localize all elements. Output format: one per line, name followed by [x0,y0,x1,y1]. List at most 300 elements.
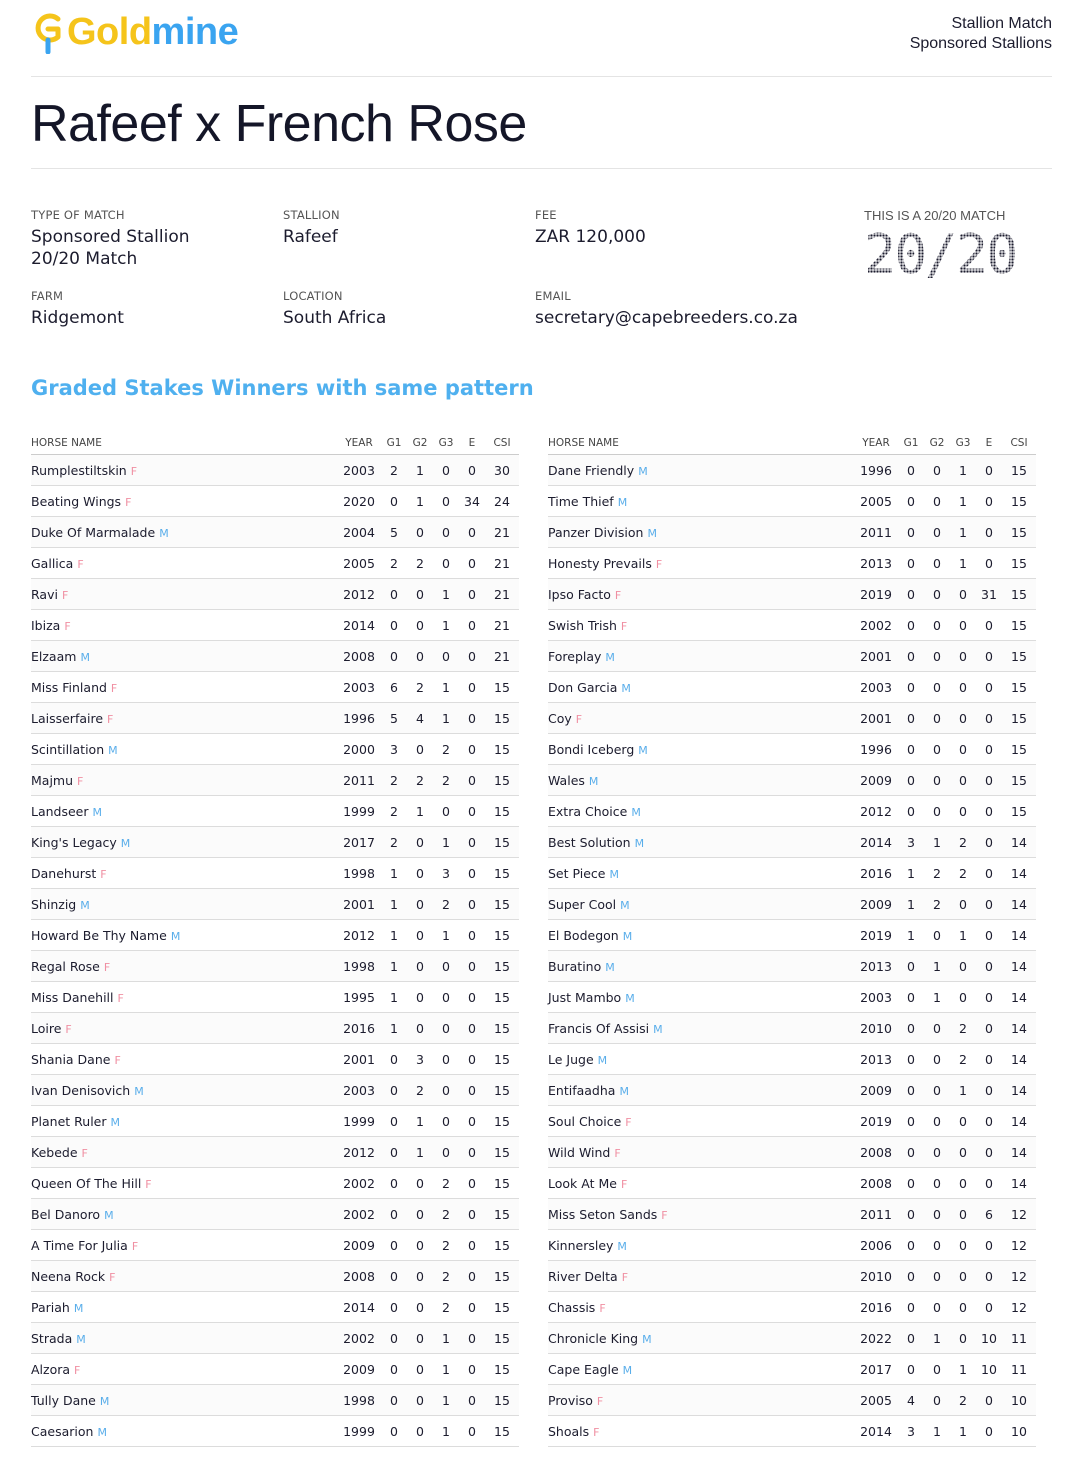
g3-cell: 1 [950,1416,976,1447]
horse-name: Danehurst [31,865,97,881]
g3-cell: 0 [950,1323,976,1354]
csi-cell: 15 [485,1292,519,1323]
g2-cell: 0 [924,579,950,610]
horse-name: El Bodegon [548,927,619,943]
g1-cell: 0 [381,1137,407,1168]
e-cell: 0 [459,734,485,765]
horse-name: Pariah [31,1299,70,1315]
e-cell: 0 [976,1261,1002,1292]
csi-cell: 12 [1002,1261,1036,1292]
horse-name: Panzer Division [548,524,644,540]
e-cell: 0 [459,1013,485,1044]
g1-cell: 0 [381,1199,407,1230]
csi-cell: 15 [485,703,519,734]
e-cell: 0 [976,1168,1002,1199]
brand-wordmark-mine: mine [151,10,239,53]
csi-cell: 14 [1002,1013,1036,1044]
horse-name: Proviso [548,1392,593,1408]
horse-name-cell [548,827,854,858]
table-row [31,1199,519,1230]
e-cell: 0 [976,1385,1002,1416]
g1-cell: 0 [898,1230,924,1261]
g2-cell: 1 [924,951,950,982]
csi-cell: 21 [485,610,519,641]
csi-cell: 15 [1002,610,1036,641]
horse-sex: F [65,1022,72,1036]
horse-name: Caesarion [31,1423,94,1439]
year-cell: 2001 [854,641,898,672]
horse-name: Don Garcia [548,679,618,695]
stakes-winners-table-left [31,432,519,1447]
table-row [548,1075,1036,1106]
table-row [548,1199,1036,1230]
horse-name-cell [548,1044,854,1075]
csi-cell: 15 [485,1416,519,1447]
e-cell: 0 [976,827,1002,858]
g2-cell: 0 [407,641,433,672]
horse-sex: F [77,774,84,788]
year-cell: 2020 [337,486,381,517]
year-cell: 2002 [854,610,898,641]
horse-name-cell [548,672,854,703]
g3-cell: 0 [433,455,459,486]
g1-cell: 0 [381,641,407,672]
table-row [548,858,1036,889]
horse-name-cell [548,734,854,765]
csi-cell: 11 [1002,1354,1036,1385]
year-cell: 2011 [854,517,898,548]
year-cell: 2003 [854,672,898,703]
table-row [31,1230,519,1261]
g3-cell: 0 [433,796,459,827]
col-csi: CSI [485,432,519,455]
table-row [548,951,1036,982]
horse-sex: M [605,650,615,664]
horse-sex: F [620,1177,628,1191]
year-cell: 2002 [337,1323,381,1354]
horse-name: Chronicle King [548,1330,639,1346]
g2-cell: 0 [407,579,433,610]
table-row [31,827,519,858]
g1-cell: 0 [898,672,924,703]
g3-cell: 1 [433,1385,459,1416]
table-row [548,982,1036,1013]
e-cell: 0 [976,1292,1002,1323]
horse-sex: M [605,960,615,974]
table-row [31,455,519,486]
g3-cell: 2 [433,1199,459,1230]
horse-name: Set Piece [548,865,606,881]
csi-cell: 15 [1002,641,1036,672]
table-row [548,1385,1036,1416]
csi-cell: 14 [1002,982,1036,1013]
g3-cell: 0 [433,1013,459,1044]
horse-name: Majmu [31,772,74,788]
table-row [548,1230,1036,1261]
horse-name: Landseer [31,803,89,819]
table-row [31,1106,519,1137]
g2-cell: 0 [924,920,950,951]
table-row [31,579,519,610]
horse-sex: M [622,1363,633,1377]
g2-cell: 0 [407,951,433,982]
horse-sex: F [131,1239,139,1253]
year-cell: 1998 [337,951,381,982]
g2-cell: 2 [407,672,433,703]
email-value[interactable]: secretary@capebreeders.co.za [535,308,798,328]
g1-cell: 0 [381,1230,407,1261]
csi-cell: 30 [485,455,519,486]
g1-cell: 0 [898,610,924,641]
horse-name: Honesty Prevails [548,555,652,571]
year-cell: 2014 [854,827,898,858]
horse-sex: M [638,464,648,478]
g1-cell: 0 [898,951,924,982]
csi-cell: 15 [485,672,519,703]
horse-name-cell [31,455,337,486]
g2-cell: 0 [924,1075,950,1106]
e-cell: 0 [459,1168,485,1199]
g2-cell: 0 [924,796,950,827]
table-row [548,765,1036,796]
g3-cell: 2 [433,765,459,796]
year-cell: 2005 [854,1385,898,1416]
g3-cell: 1 [950,548,976,579]
g1-cell: 2 [381,455,407,486]
horse-name-cell [31,951,337,982]
g2-cell: 0 [407,982,433,1013]
table-row [548,1106,1036,1137]
e-cell: 0 [976,1416,1002,1447]
horse-name-cell [31,1385,337,1416]
horse-name-cell [31,889,337,920]
g2-cell: 0 [407,1292,433,1323]
g1-cell: 0 [898,486,924,517]
fee-value: ZAR 120,000 [535,227,646,247]
csi-cell: 12 [1002,1199,1036,1230]
match-badge [864,208,1024,285]
horse-name-cell [31,1075,337,1106]
horse-name: Rumplestiltskin [31,462,127,478]
csi-cell: 21 [485,579,519,610]
g3-cell: 0 [950,982,976,1013]
g1-cell: 0 [898,1137,924,1168]
horse-name-cell [31,1261,337,1292]
g3-cell: 0 [950,889,976,920]
table-row [31,1044,519,1075]
horse-name: Scintillation [31,741,105,757]
horse-sex: F [593,1425,600,1439]
csi-cell: 15 [485,858,519,889]
g1-cell: 5 [381,517,407,548]
g3-cell: 2 [433,734,459,765]
email-field [535,289,855,329]
horse-sex: M [110,1115,121,1129]
g1-cell: 0 [898,1199,924,1230]
table-row [31,610,519,641]
horse-name-cell [548,1199,854,1230]
csi-cell: 14 [1002,951,1036,982]
year-cell: 2012 [854,796,898,827]
horse-name-cell [31,579,337,610]
g3-cell: 0 [433,486,459,517]
e-cell: 0 [976,858,1002,889]
e-cell: 0 [976,703,1002,734]
table-row [548,889,1036,920]
e-cell: 0 [459,703,485,734]
horse-name: Ravi [31,586,58,602]
e-cell: 0 [459,579,485,610]
g2-cell: 0 [924,610,950,641]
g2-cell: 0 [924,1168,950,1199]
horse-name-cell [31,1323,337,1354]
horse-sex: M [619,1084,629,1098]
horse-sex: F [621,1270,629,1284]
csi-cell: 15 [485,1044,519,1075]
g2-cell: 0 [924,1199,950,1230]
csi-cell: 15 [485,827,519,858]
horse-sex: M [99,1394,110,1408]
farm-value: Ridgemont [31,308,124,328]
g2-cell: 1 [924,982,950,1013]
g1-cell: 2 [381,765,407,796]
horse-name: Super Cool [548,896,617,912]
year-cell: 1999 [337,1416,381,1447]
horse-name: Extra Choice [548,803,628,819]
csi-cell: 15 [485,1168,519,1199]
csi-cell: 14 [1002,1137,1036,1168]
horse-name-cell [548,703,854,734]
csi-cell: 15 [485,1261,519,1292]
g1-cell: 0 [898,1292,924,1323]
g3-cell: 1 [433,579,459,610]
horse-name-cell [548,455,854,486]
horse-name-cell [548,548,854,579]
e-cell: 0 [459,455,485,486]
table-row [548,672,1036,703]
page-header [31,0,1052,77]
g3-cell: 1 [433,1323,459,1354]
year-cell: 2017 [337,827,381,858]
horse-sex: F [103,960,111,974]
g1-cell: 1 [898,889,924,920]
g1-cell: 3 [898,827,924,858]
g2-cell: 1 [407,796,433,827]
table-row [31,486,519,517]
g3-cell: 0 [950,734,976,765]
horse-name-cell [31,610,337,641]
g3-cell: 1 [950,517,976,548]
horse-name-cell [548,1106,854,1137]
horse-name: Chassis [548,1299,596,1315]
horse-name-cell [31,796,337,827]
g1-cell: 0 [381,1292,407,1323]
horse-name-cell [548,1354,854,1385]
horse-sex: M [73,1301,84,1315]
horse-name: Le Juge [548,1051,594,1067]
horse-name: Alzora [31,1361,71,1377]
horse-name-cell [548,1137,854,1168]
horse-name-cell [548,1292,854,1323]
col-g1: G1 [898,432,924,455]
g1-cell: 0 [898,734,924,765]
header-line-sponsored-stallions: Sponsored Stallions [909,35,1052,52]
e-cell: 0 [459,982,485,1013]
csi-cell: 15 [485,1106,519,1137]
e-cell: 0 [459,858,485,889]
g1-cell: 0 [898,517,924,548]
horse-sex: M [617,1239,627,1253]
g2-cell: 1 [924,1323,950,1354]
year-cell: 2016 [337,1013,381,1044]
table-row [31,1261,519,1292]
horse-name-cell [548,610,854,641]
horse-name: Miss Seton Sands [548,1206,658,1222]
year-cell: 2016 [854,1292,898,1323]
e-cell: 0 [976,951,1002,982]
header-line-stallion-match: Stallion Match [951,15,1052,32]
table-row [548,1416,1036,1447]
table-row [31,920,519,951]
horse-sex: F [575,712,583,726]
horse-name: A Time For Julia [31,1237,128,1253]
horse-name-cell [548,1416,854,1447]
csi-cell: 15 [485,889,519,920]
horse-sex: M [588,774,599,788]
csi-cell: 15 [485,1354,519,1385]
csi-cell: 21 [485,548,519,579]
g3-cell: 1 [433,703,459,734]
e-cell: 0 [459,672,485,703]
horse-name: Duke Of Marmalade [31,524,156,540]
brand-logo[interactable] [31,10,238,54]
g3-cell: 2 [950,858,976,889]
csi-cell: 14 [1002,889,1036,920]
horse-name: Buratino [548,958,602,974]
g3-cell: 0 [950,672,976,703]
horse-name-cell [31,486,337,517]
g3-cell: 2 [433,1292,459,1323]
col-g2: G2 [924,432,950,455]
horse-sex: F [620,619,628,633]
horse-sex: F [64,619,71,633]
e-cell: 10 [976,1323,1002,1354]
horse-sex: M [80,898,90,912]
csi-cell: 21 [485,641,519,672]
g1-cell: 0 [381,1323,407,1354]
year-cell: 2012 [337,920,381,951]
e-cell: 0 [459,548,485,579]
horse-name: Beating Wings [31,493,122,509]
g2-cell: 0 [407,1230,433,1261]
horse-name-cell [548,889,854,920]
csi-cell: 15 [1002,486,1036,517]
year-cell: 2001 [854,703,898,734]
g3-cell: 2 [433,1261,459,1292]
g3-cell: 0 [950,1106,976,1137]
e-cell: 0 [459,1075,485,1106]
horse-sex: F [81,1146,88,1160]
horse-name: Bel Danoro [31,1206,101,1222]
e-cell: 6 [976,1199,1002,1230]
year-cell: 2011 [337,765,381,796]
year-cell: 2014 [854,1416,898,1447]
table-row [31,1385,519,1416]
col-year: YEAR [854,432,898,455]
horse-sex: F [125,495,132,509]
e-cell: 0 [459,1354,485,1385]
g2-cell: 0 [924,672,950,703]
e-cell: 31 [976,579,1002,610]
e-cell: 0 [976,1106,1002,1137]
g2-cell: 0 [407,858,433,889]
g1-cell: 2 [381,827,407,858]
g3-cell: 0 [950,1168,976,1199]
e-cell: 0 [459,1416,485,1447]
g3-cell: 1 [433,672,459,703]
table-row [31,1137,519,1168]
horse-sex: F [114,1053,121,1067]
e-cell: 0 [976,920,1002,951]
g3-cell: 3 [433,858,459,889]
year-cell: 1996 [337,703,381,734]
table-row [548,1044,1036,1075]
e-cell: 0 [459,1385,485,1416]
horse-name: Elzaam [31,648,77,664]
g3-cell: 2 [433,889,459,920]
horse-name: Francis Of Assisi [548,1020,650,1036]
g1-cell: 1 [898,858,924,889]
horse-name-cell [31,1292,337,1323]
year-cell: 1998 [337,858,381,889]
g2-cell: 2 [924,858,950,889]
table-row [548,1354,1036,1385]
csi-cell: 15 [485,951,519,982]
g3-cell: 0 [950,796,976,827]
col-g2: G2 [407,432,433,455]
horse-sex: M [159,526,169,540]
col-g3: G3 [950,432,976,455]
year-cell: 2009 [854,1075,898,1106]
fee-field [535,208,775,248]
g2-cell: 0 [924,1261,950,1292]
horse-name-cell [31,920,337,951]
g3-cell: 0 [950,641,976,672]
horse-name: Shinzig [31,896,77,912]
g2-cell: 0 [924,765,950,796]
g1-cell: 0 [898,1261,924,1292]
g1-cell: 0 [381,1385,407,1416]
g1-cell: 0 [898,579,924,610]
year-cell: 2008 [854,1168,898,1199]
year-cell: 2009 [337,1230,381,1261]
csi-cell: 14 [1002,858,1036,889]
csi-cell: 12 [1002,1230,1036,1261]
csi-cell: 21 [485,517,519,548]
year-cell: 2001 [337,1044,381,1075]
year-cell: 2005 [854,486,898,517]
year-cell: 2002 [337,1168,381,1199]
g1-cell: 5 [381,703,407,734]
location-label: LOCATION [283,289,343,303]
table-row [31,858,519,889]
e-cell: 0 [459,610,485,641]
g1-cell: 1 [898,920,924,951]
year-cell: 2004 [337,517,381,548]
table-row [548,1323,1036,1354]
horse-name: Shania Dane [31,1051,111,1067]
horse-sex: M [631,805,641,819]
